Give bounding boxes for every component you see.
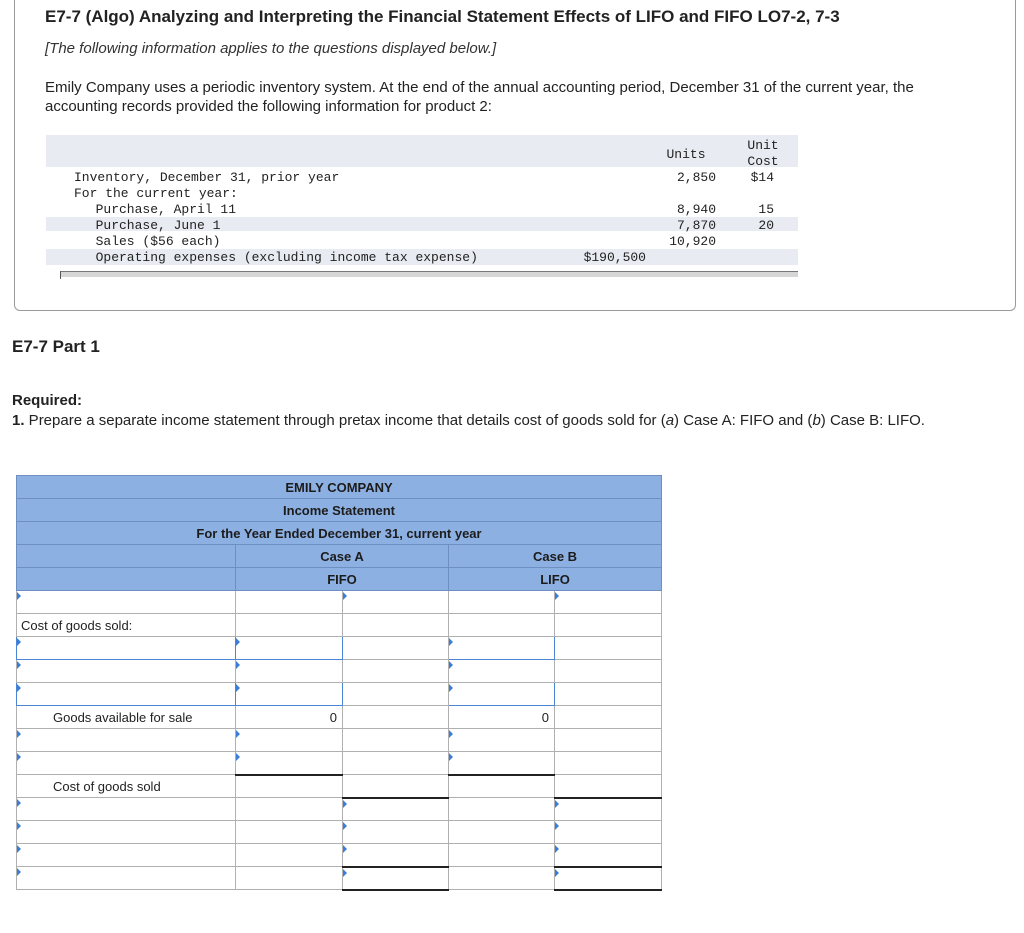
income-statement-table <box>16 475 662 891</box>
line-item-label-input[interactable] <box>17 591 236 614</box>
unit-cost-header-2: Cost <box>747 154 779 169</box>
goods-available-lifo: 0 <box>449 706 555 729</box>
inventory-row-label: Sales ($56 each) <box>80 234 221 249</box>
inventory-row-amount: $190,500 <box>583 250 646 265</box>
lifo-amount-input[interactable] <box>555 844 662 867</box>
lifo-amount-input[interactable] <box>449 637 555 660</box>
part-title: E7-7 Part 1 <box>12 337 100 356</box>
fifo-amount-input[interactable] <box>236 660 343 683</box>
inventory-data-table <box>46 135 798 279</box>
lifo-amount-input[interactable] <box>555 821 662 844</box>
inventory-row-units: 7,870 <box>676 218 716 233</box>
inventory-row-cost: $14 <box>750 170 774 185</box>
fifo-amount-input[interactable] <box>343 591 449 614</box>
fifo-amount-input[interactable] <box>343 867 449 890</box>
lifo-amount-input[interactable] <box>449 683 555 706</box>
cost-of-goods-sold-label: Cost of goods sold <box>17 775 236 798</box>
instruction-note: [The following information applies to the questions displayed below.] <box>45 40 497 57</box>
inventory-row-label: Inventory, December 31, prior year <box>74 170 340 185</box>
case-b-header: Case B <box>449 545 662 568</box>
inventory-row-label: Purchase, June 1 <box>80 218 221 233</box>
inventory-row-label: Purchase, April 11 <box>80 202 237 217</box>
line-item-label-input[interactable] <box>17 798 236 821</box>
lifo-amount-input[interactable] <box>555 591 662 614</box>
inventory-row-label: Operating expenses (excluding income tax expense) <box>80 250 478 265</box>
lifo-amount-input[interactable] <box>449 729 555 752</box>
required-heading: Required: <box>12 392 83 409</box>
lifo-amount-input[interactable] <box>555 798 662 821</box>
fifo-cogs-total[interactable] <box>343 775 449 798</box>
company-name: EMILY COMPANY <box>17 476 662 499</box>
lifo-amount-input[interactable] <box>449 752 555 775</box>
case-a-header: Case A <box>236 545 449 568</box>
lifo-amount-input[interactable] <box>555 867 662 890</box>
line-item-label-input[interactable] <box>17 844 236 867</box>
table-bottom-rule <box>60 271 798 277</box>
lifo-header: LIFO <box>449 568 662 591</box>
inventory-row-cost: 20 <box>758 218 774 233</box>
line-item-label-input[interactable] <box>17 752 236 775</box>
statement-name: Income Statement <box>17 499 662 522</box>
lifo-amount-input[interactable] <box>449 660 555 683</box>
line-item-label-input[interactable] <box>17 637 236 660</box>
required-text: 1. Prepare a separate income statement through pretax income that details cost of goods sold for (a) Case A: FIFO and (b) Case B: LIFO. <box>12 412 925 429</box>
page-title: E7-7 (Algo) Analyzing and Interpreting the Financial Statement Effects of LIFO and FIFO LO7-2, 7-3 <box>45 7 840 26</box>
line-item-label-input[interactable] <box>17 821 236 844</box>
fifo-amount-input[interactable] <box>236 752 343 775</box>
fifo-amount-input[interactable] <box>343 844 449 867</box>
lifo-cogs-total[interactable] <box>555 775 662 798</box>
intro-text: Emily Company uses a periodic inventory system. At the end of the annual accounting period, December 31 of the current year, the accounting records provided the following information for product 2: <box>45 79 914 115</box>
fifo-amount-input[interactable] <box>343 821 449 844</box>
line-item-label-input[interactable] <box>17 867 236 890</box>
fifo-amount-input[interactable] <box>236 729 343 752</box>
inventory-row-units: 2,850 <box>676 170 716 185</box>
inventory-row-units: 8,940 <box>676 202 716 217</box>
goods-available-fifo: 0 <box>236 706 343 729</box>
line-item-label-input[interactable] <box>17 660 236 683</box>
units-header: Units <box>666 147 706 162</box>
goods-available-label: Goods available for sale <box>17 706 236 729</box>
inventory-row-cost: 15 <box>758 202 774 217</box>
fifo-amount-input[interactable] <box>343 798 449 821</box>
cogs-section-label: Cost of goods sold: <box>17 614 236 637</box>
fifo-amount-input[interactable] <box>236 683 343 706</box>
line-item-label-input[interactable] <box>17 683 236 706</box>
fifo-header: FIFO <box>236 568 449 591</box>
line-item-label-input[interactable] <box>17 729 236 752</box>
unit-cost-header-1: Unit <box>747 138 779 153</box>
inventory-row-units: 10,920 <box>669 234 716 249</box>
fifo-amount-input[interactable] <box>236 637 343 660</box>
inventory-row-label: For the current year: <box>74 186 238 201</box>
statement-period: For the Year Ended December 31, current year <box>17 522 662 545</box>
